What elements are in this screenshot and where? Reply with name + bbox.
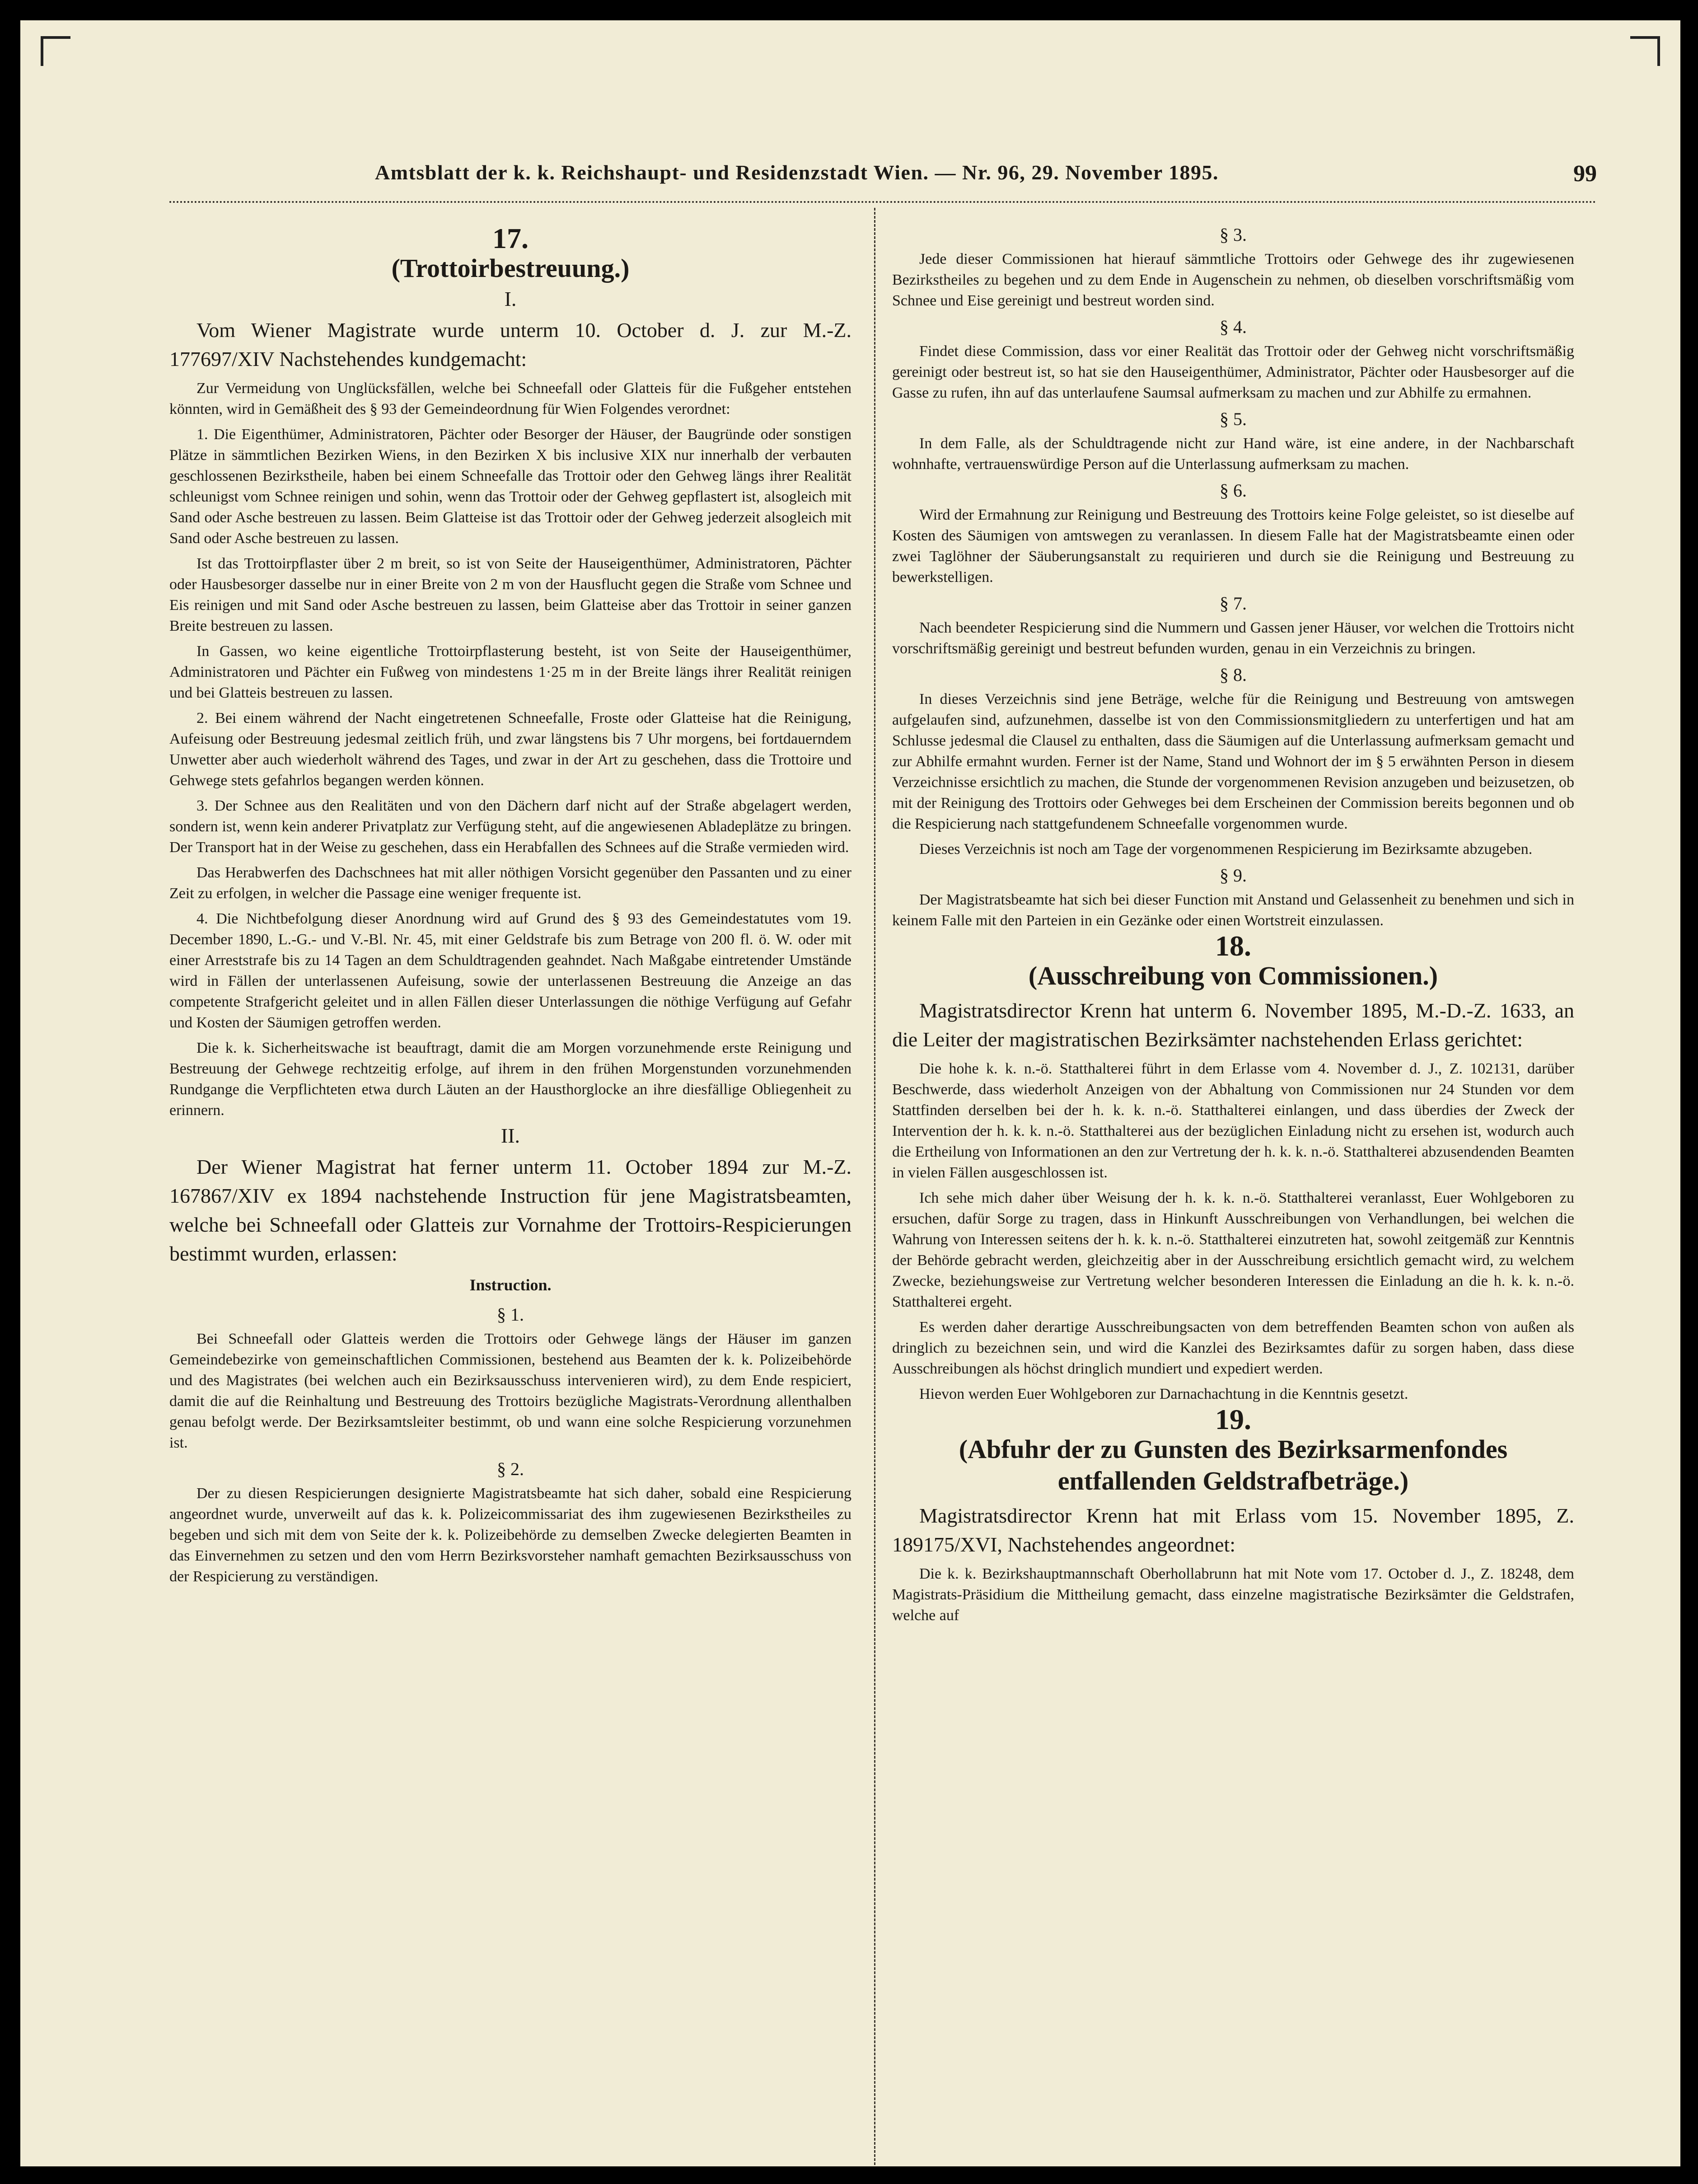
paragraph: Hievon werden Euer Wohlgeboren zur Darnachachtung in die Kenntnis gesetzt.	[919, 1386, 1408, 1402]
section-title: (Trottoirbestreuung.)	[391, 253, 630, 283]
section-title: (Abfuhr der zu Gunsten des Bezirksarmenfondes entfallenden Geldstrafbeträge.)	[959, 1434, 1508, 1495]
paragraph: Ist das Trottoirpflaster über 2 m breit, so ist von Seite der Hauseigenthümer, Administratoren, Pächter oder Hausbesorger dasselbe nur in einer Breite von 2 m von der Hausflucht gegen die Straße vom Schnee und Eis reinigen und mit Sand oder Asche bestreuen zu lassen, beim Glatteise aber das Trottoir in seiner ganzen Breite bestreuen zu lassen.	[169, 555, 851, 634]
crop-mark-top-left	[41, 36, 70, 66]
section-number: 18.	[1215, 930, 1251, 962]
paragraph: Wird der Ermahnung zur Reinigung und Bestreuung des Trottoirs keine Folge geleistet, so ist dieselbe auf Kosten des Säumigen von amtswegen zu veranlassen. In diesem Falle hat der Magistratsbeamte einen oder zwei Taglöhner der Säuberungsanstalt zu requirieren und durch sie die Reinigung und Bestreuung zu bewerkstelligen.	[892, 506, 1574, 586]
section-sign: § 6.	[1220, 480, 1247, 501]
page-number: 99	[1573, 161, 1597, 187]
part-heading: II.	[501, 1124, 520, 1147]
header-title: Amtsblatt der k. k. Reichshaupt- und Residenzstadt Wien. — Nr. 96, 29. November 1895.	[375, 161, 1219, 184]
paragraph: Es werden daher derartige Ausschreibungsacten von dem betreffenden Beamten schon von außen als dringlich zu bezeichnen sein, und wird die Kanzlei des Bezirksamtes dafür zu sorgen haben, dass diese Ausschreibungen als höchst dringlich mundiert und expediert werden.	[892, 1319, 1574, 1377]
section-sign: § 7.	[1220, 593, 1247, 614]
paragraph: 2. Bei einem während der Nacht eingetretenen Schneefalle, Froste oder Glatteise hat die Reinigung, Aufeisung oder Bestreuung jedesmal zeitlich früh, und zwar längstens bis 7 Uhr morgens, bei fortdauerndem Unwetter aber auch wiederholt während des Tages, und zwar in der Art zu geschehen, dass die Trottoire und Gehwege stets gefahrlos begangen werden können.	[169, 710, 851, 789]
paragraph: Zur Vermeidung von Unglücksfällen, welche bei Schneefall oder Glatteis für die Fußgeher entstehen könnten, wird in Gemäßheit des § 93 der Gemeindeordnung für Wien Folgendes verordnet:	[169, 380, 851, 417]
part-heading: I.	[504, 287, 517, 310]
paragraph: Ich sehe mich daher über Weisung der h. k. k. n.-ö. Statthalterei veranlasst, Euer Wohlgeboren zu ersuchen, dafür Sorge zu tragen, dass in Hinkunft Ausschreibungen von Verhandlungen, bei welchen die Wahrung von Interessen seitens der h. k. k. n.-ö. Statthalterei einzutreten hat, sowohl zeitgemäß zur Kenntnis der Behörde gebracht werden, gleichzeitig aber in der Ausschreibung ersichtlich gemacht wird, zu welchem Zwecke, beziehungsweise zur Vertretung welcher besonderen Interessen die Einladung an die h. k. k. n.-ö. Statthalterei ergeht.	[892, 1190, 1574, 1310]
lead-paragraph: Der Wiener Magistrat hat ferner unterm 11. October 1894 zur M.-Z. 167867/XIV ex 1894 nachstehende Instruction für jene Magistratsbeamten, welche bei Schneefall oder Glatteis zur Vornahme der Trottoirs-Respicierungen bestimmt wurden, erlassen:	[169, 1155, 851, 1265]
instruction-heading: Instruction.	[469, 1276, 552, 1294]
paragraph: Jede dieser Commissionen hat hierauf sämmtliche Trottoirs oder Gehwege des ihr zugewiesenen Bezirkstheiles zu begehen und zu dem Ende in Augenschein zu nehmen, ob dieselben vorschriftsmäßig vom Schnee und Eise gereinigt und bestreut worden sind.	[892, 251, 1574, 309]
lead-paragraph: Vom Wiener Magistrate wurde unterm 10. October d. J. zur M.-Z. 177697/XIV Nachstehendes kundgemacht:	[169, 319, 851, 370]
paragraph: In dem Falle, als der Schuldtragende nicht zur Hand wäre, ist eine andere, in der Nachbarschaft wohnhafte, vertrauenswürdige Person auf die Unterlassung aufmerksam zu machen.	[892, 435, 1574, 473]
paragraph: Der zu diesen Respicierungen designierte Magistratsbeamte hat sich daher, sobald eine Respicierung angeordnet wurde, unverweilt auf das k. k. Polizeicommissariat des ihm zugewiesenen Bezirkstheiles zu begeben und sich mit dem von Seite der k. k. Polizeibehörde zu demselben Zwecke delegierten Beamten in das Einvernehmen zu setzen und den vom Herrn Bezirksvorsteher namhaft gemachten Bezirksausschuss von der Respicierung zu verständigen.	[169, 1485, 851, 1585]
paragraph: Der Magistratsbeamte hat sich bei dieser Function mit Anstand und Gelassenheit zu benehmen und sich in keinem Falle mit den Parteien in ein Gezänke oder einen Wortstreit einzulassen.	[892, 891, 1574, 929]
lead-paragraph: Magistratsdirector Krenn hat unterm 6. November 1895, M.-D.-Z. 1633, an die Leiter der magistratischen Bezirksämter nachstehenden Erlass gerichtet:	[892, 999, 1574, 1051]
section-sign: § 5.	[1220, 409, 1247, 429]
running-header	[169, 151, 1597, 187]
paragraph: Die hohe k. k. n.-ö. Statthalterei führt in dem Erlasse vom 4. November d. J., Z. 102131, darüber Beschwerde, dass wiederholt Anzeigen von der Abhaltung von Commissionen nur 24 Stunden vor dem Stattfinden derselben bei der h. k. k. n.-ö. Statthalterei einlangen, und dass überdies der Zweck der Intervention der h. k. k. n.-ö. Statthalterei aus der bezüglichen Einladung nicht zu ersehen ist, wodurch auch die Ertheilung von Informationen an den zur Vertretung der h. k. k. n.-ö. Statthalterei abzusendenden Beamten in vielen Fällen ausgeschlossen ist.	[892, 1060, 1574, 1181]
section-sign: § 4.	[1220, 317, 1247, 337]
paragraph: 4. Die Nichtbefolgung dieser Anordnung wird auf Grund des § 93 des Gemeindestatutes vom 19. December 1890, L.-G.- und V.-Bl. Nr. 45, mit einer Geldstrafe bis zum Betrage von 200 fl. ö. W. oder mit einer Arreststrafe bis zu 14 Tagen an dem Schuldtragenden geahndet. Nach Maßgabe eintretender Umstände wird in Fällen der unterlassenen Aufeisung, sowie der unterlassenen Bestreuung die Anzeige an das competente Strafgericht geleitet und in allen Fällen dieser Unterlassungen die nöthige Verfügung auf Gefahr und Kosten der Säumigen getroffen werden.	[169, 910, 851, 1031]
paragraph: 3. Der Schnee aus den Realitäten und von den Dächern darf nicht auf der Straße abgelagert werden, sondern ist, wenn kein anderer Privatplatz zur Verfügung steht, auf die angewiesenen Abladeplätze zu bringen. Der Transport hat in der Weise zu geschehen, dass ein Herabfallen des Schnees auf die Straße vermieden wird.	[169, 797, 851, 856]
right-column	[892, 219, 1574, 2162]
lead-paragraph: Magistratsdirector Krenn hat mit Erlass vom 15. November 1895, Z. 189175/XVI, Nachstehendes angeordnet:	[892, 1504, 1574, 1556]
paragraph: Nach beendeter Respicierung sind die Nummern und Gassen jener Häuser, vor welchen die Trottoirs nicht vorschriftsmäßig gereinigt und bestreut befunden wurden, genau in ein Verzeichnis zu bringen.	[892, 619, 1574, 657]
section-sign: § 2.	[497, 1459, 524, 1479]
paragraph: Bei Schneefall oder Glatteis werden die Trottoirs oder Gehwege längs der Häuser im ganzen Gemeindebezirke von gemeinschaftlichen Commissionen, bestehend aus Beamten der k. k. Polizeibehörde und des Magistrates (bei welchen auch ein Bezirksausschuss intervenieren wird), zu dem Ende respiciert, damit die auf die Reinhaltung und Bestreuung des Trottoirs bezügliche Magistrats-Verordnung allenthalben genau befolgt werde. Der Bezirksamtsleiter bestimmt, ob und wann eine solche Respicierung vorzunehmen ist.	[169, 1331, 851, 1451]
section-sign: § 8.	[1220, 665, 1247, 685]
header-rule	[169, 201, 1597, 203]
left-column	[169, 224, 851, 2166]
column-divider	[874, 208, 875, 2166]
section-number: 19.	[1215, 1403, 1251, 1435]
paragraph: Findet diese Commission, dass vor einer Realität das Trottoir oder der Gehweg nicht vorschriftsmäßig gereinigt oder bestreut ist, so hat sie den Hauseigenthümer, Administrator, Pächter oder Hausbesorger auf die Gasse zu rufen, ihn auf das unterlaufene Saumsal aufmerksam zu machen und zur Abhilfe zu ermahnen.	[892, 343, 1574, 401]
section-title: (Ausschreibung von Commissionen.)	[1028, 961, 1438, 990]
paragraph: Die k. k. Sicherheitswache ist beauftragt, damit die am Morgen vorzunehmende erste Reinigung und Bestreuung der Gehwege rechtzeitig erfolge, auf ihrem in den frühen Morgenstunden vorzunehmenden Rundgange die Verpflichteten etwa durch Läuten an der Hausthorglocke an ihre diesfällige Obliegenheit zu erinnern.	[169, 1040, 851, 1119]
page	[20, 20, 1680, 2166]
section-sign: § 1.	[497, 1304, 524, 1325]
paragraph: Die k. k. Bezirkshauptmannschaft Oberhollabrunn hat mit Note vom 17. October d. J., Z. 18248, dem Magistrats-Präsidium die Mittheilung gemacht, dass einzelne magistratische Bezirksämter die Geldstrafen, welche auf	[892, 1565, 1574, 1624]
section-number: 17.	[492, 224, 529, 254]
paragraph: 1. Die Eigenthümer, Administratoren, Pächter oder Besorger der Häuser, der Baugründe oder sonstigen Plätze in sämmtlichen Bezirken Wiens, in den Bezirken X bis inclusive XIX nur innerhalb der verbauten geschlossenen Bezirkstheile, haben bei einem Schneefalle das Trottoir oder den Gehweg längs ihrer Realität schleunigst vom Schnee reinigen und sohin, wenn das Trottoir oder der Gehweg gepflastert ist, alsogleich mit Sand oder Asche bestreuen zu lassen. Beim Glatteise ist das Trottoir oder der Gehweg jederzeit alsogleich mit Sand oder Asche bestreuen zu lassen.	[169, 426, 851, 547]
paragraph: In Gassen, wo keine eigentliche Trottoirpflasterung besteht, ist von Seite der Hauseigenthümer, Administratoren und Pächter ein Fußweg von mindestens 1·25 m in der Breite längs ihrer Realität reinigen und bei Glatteis bestreuen zu lassen.	[169, 643, 851, 701]
paragraph: Dieses Verzeichnis ist noch am Tage der vorgenommenen Respicierung im Bezirksamte abzugeben.	[919, 841, 1533, 858]
paragraph: Das Herabwerfen des Dachschnees hat mit aller nöthigen Vorsicht gegenüber den Passanten und zu einer Zeit zu erfolgen, in welcher die Passage eine weniger frequente ist.	[169, 864, 851, 902]
paragraph: In dieses Verzeichnis sind jene Beträge, welche für die Reinigung und Bestreuung von amtswegen aufgelaufen sind, aufzunehmen, dasselbe ist von den Commissionsmitgliedern zu unterfertigen und hat am Schlusse jedesmal die Clausel zu enthalten, dass die Säumigen auf die Unterlassung aufmerksam gemacht und zur Abhilfe ermahnt wurden. Ferner ist der Name, Stand und Wohnort der im § 5 erwähnten Person in diesem Verzeichnisse ersichtlich zu machen, die Stunde der vorgenommenen Revision anzugeben und beizusetzen, ob mit der Reinigung des Trottoirs oder Gehweges bei dem Erscheinen der Commission bereits begonnen und ob die Respicierung nach stattgefundenem Schneefalle vorgenommen wurde.	[892, 691, 1574, 832]
section-sign: § 9.	[1220, 865, 1247, 886]
crop-mark-top-right	[1630, 36, 1660, 66]
section-sign: § 3.	[1220, 225, 1247, 245]
